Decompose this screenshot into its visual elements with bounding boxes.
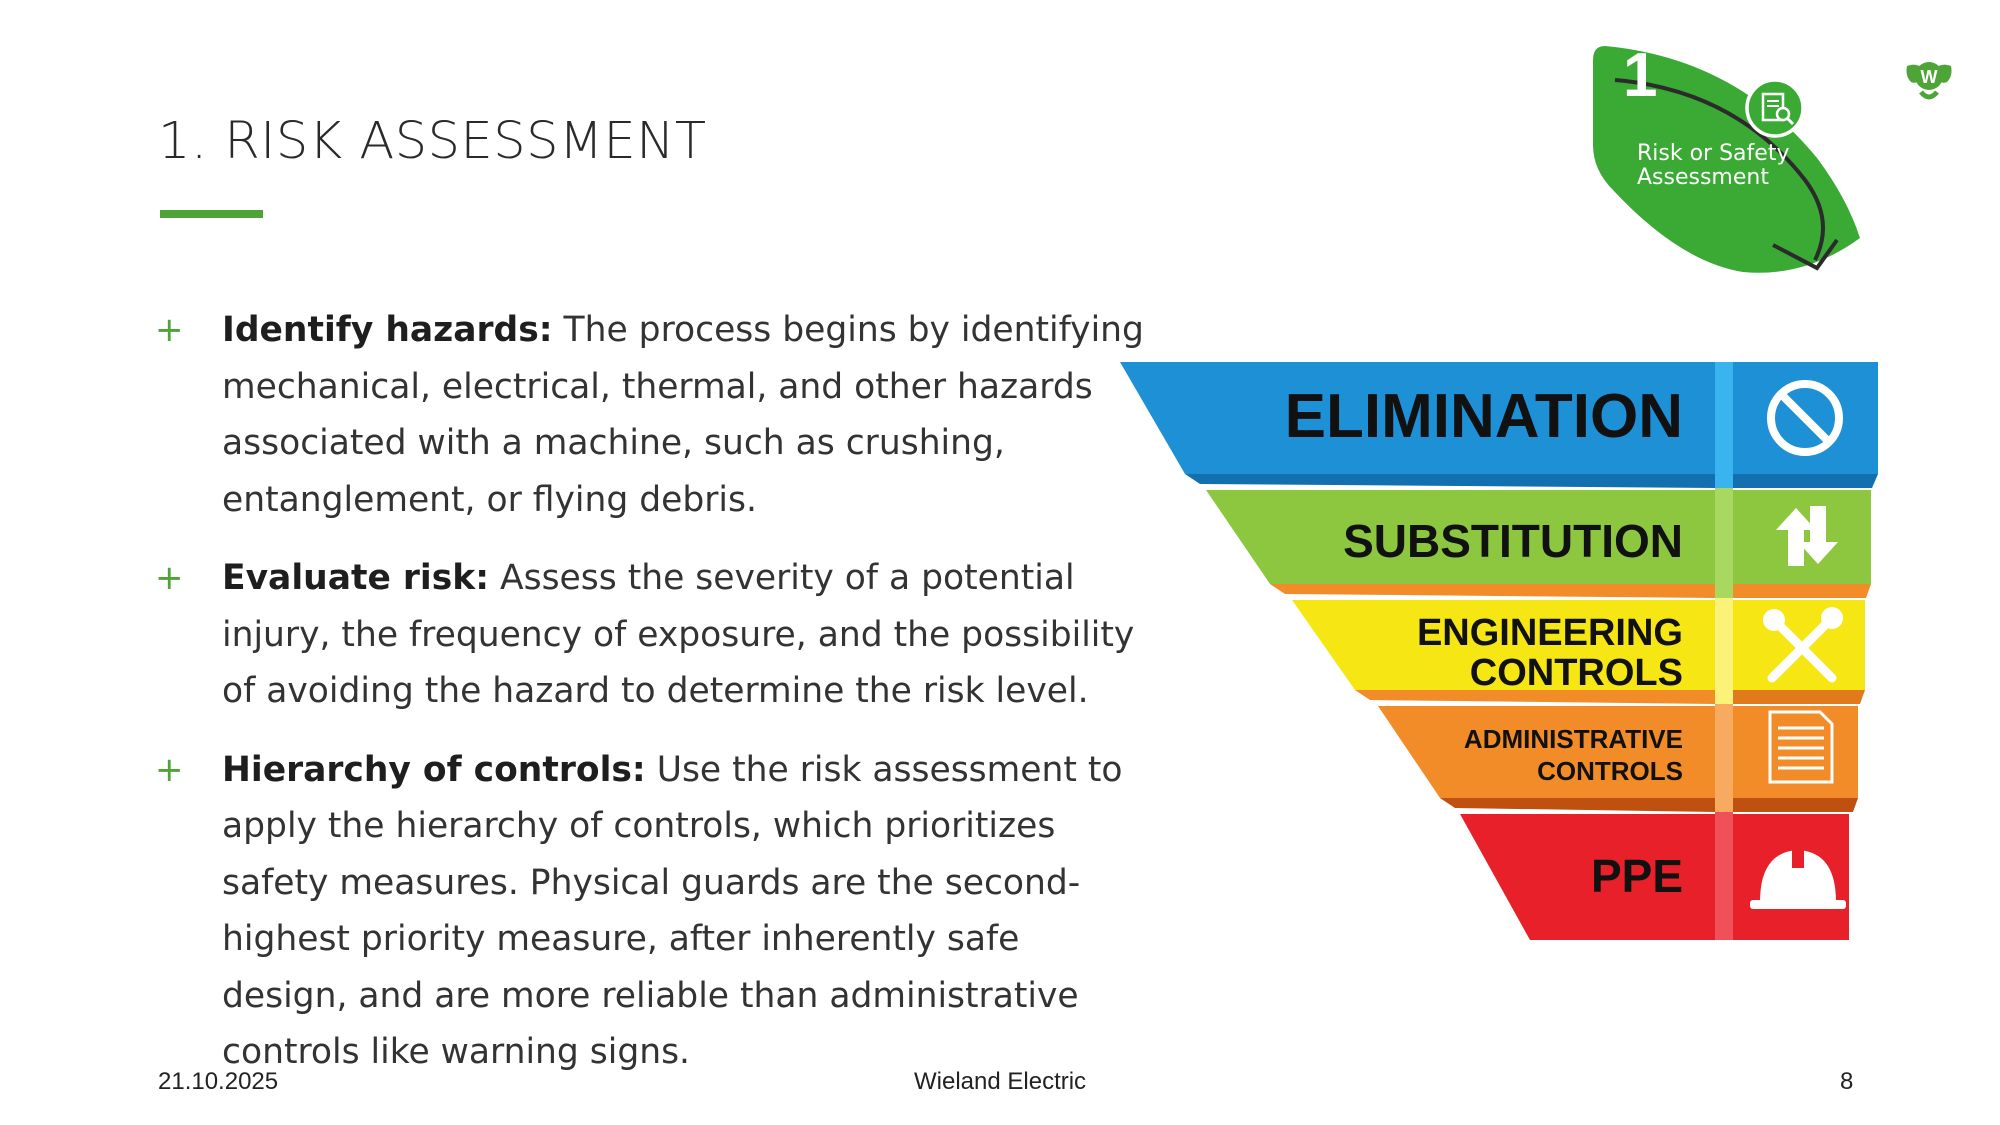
badge-label-line1: Risk or Safety (1637, 141, 1790, 166)
bullet-term: Hierarchy of controls: (222, 749, 646, 790)
page-number: 8 (1840, 1068, 1854, 1095)
level-engineering-controls (1292, 598, 1865, 704)
level-label: SUBSTITUTION (1343, 515, 1683, 567)
bullet-term: Identify hazards: (222, 310, 553, 350)
bullet-item-identify-hazards (155, 302, 1145, 528)
logo-letter: W (1920, 67, 1938, 87)
bullet-item-evaluate-risk (155, 550, 1145, 720)
footer-date: 21.10.2025 (158, 1068, 279, 1095)
level-substitution (1206, 488, 1871, 598)
footer-company: Wieland Electric (914, 1068, 1087, 1095)
wieland-logo-icon (1903, 52, 1955, 104)
document-search-icon (1747, 80, 1803, 136)
level-label-line2: CONTROLS (1469, 652, 1683, 694)
plus-icon: + (155, 558, 184, 598)
step-badge (1585, 40, 1865, 280)
level-label-line1: ENGINEERING (1416, 612, 1683, 654)
bullet-text: Assess the severity of a potential injury, the frequency of exposure, and the possibility of avoiding the hazard to determine the risk level. (222, 558, 1135, 711)
hierarchy-of-controls (1120, 362, 1880, 942)
bullet-term: Evaluate risk: (222, 558, 490, 598)
level-label-line2: CONTROLS (1537, 756, 1683, 786)
badge-label-line2: Assessment (1637, 165, 1769, 190)
title-underline (160, 210, 263, 218)
bullet-list (155, 302, 1145, 1103)
plus-icon: + (155, 310, 184, 350)
badge-number: 1 (1623, 41, 1658, 110)
page-title: 1. RISK ASSESSMENT (158, 112, 707, 171)
level-label: PPE (1590, 850, 1683, 902)
level-label-line1: ADMINISTRATIVE (1463, 724, 1683, 754)
level-administrative-controls (1378, 704, 1858, 812)
bullet-item-hierarchy-of-controls (155, 742, 1145, 1081)
level-ppe (1460, 812, 1849, 940)
level-label: ELIMINATION (1284, 382, 1683, 451)
plus-icon: + (155, 749, 184, 790)
bullet-text: The process begins by identifying mechanical, electrical, thermal, and other hazards associated with a machine, such as crushing, entanglement, or flying debris. (222, 310, 1144, 520)
level-elimination (1120, 362, 1878, 488)
bullet-text: Use the risk assessment to apply the hierarchy of controls, which prioritizes safety measures. Physical guards are the second-highest priority measure, after inherently safe design, and are more reliable than administrative controls like warning signs. (222, 749, 1123, 1072)
